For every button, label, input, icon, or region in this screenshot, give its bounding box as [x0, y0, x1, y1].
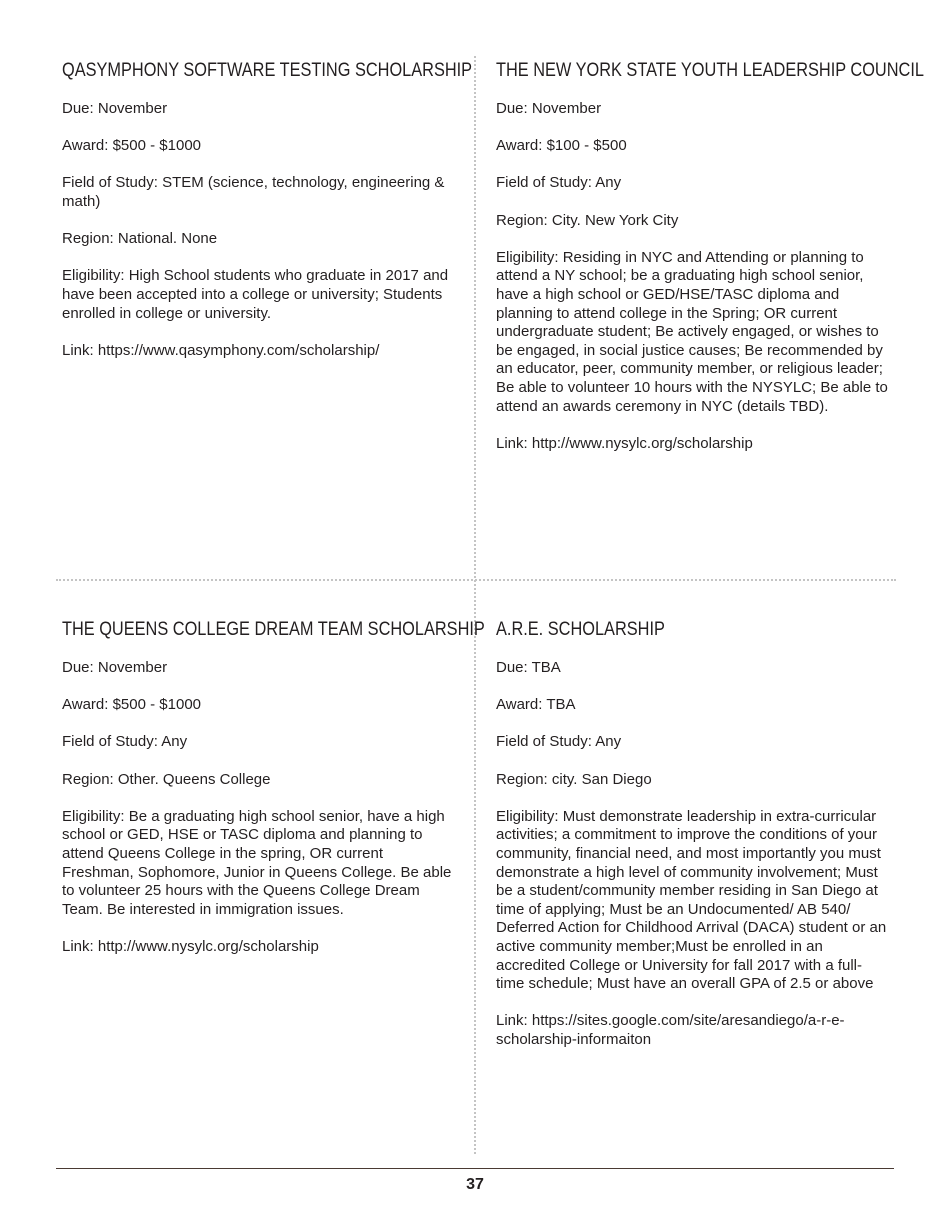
scholarship-link[interactable]: http://www.nysylc.org/scholarship	[531, 434, 753, 452]
region-value: National. None	[117, 230, 218, 248]
region-field	[62, 230, 456, 249]
scholarship-title: THE NEW YORK STATE YOUTH LEADERSHIP COUNCIL	[496, 60, 924, 81]
scholarship-card	[62, 60, 473, 379]
scholarship-title: QASYMPHONY SOFTWARE TESTING SCHOLARSHIP	[62, 60, 473, 81]
field-of-study-value: Any	[161, 733, 188, 751]
footer-rule	[56, 1168, 894, 1169]
award-field	[496, 696, 890, 715]
scholarship-card	[62, 619, 485, 975]
scholarship-title: THE QUEENS COLLEGE DREAM TEAM SCHOLARSHIP	[62, 619, 485, 640]
scholarship-link[interactable]: https://www.qasymphony.com/scholarship/	[97, 341, 380, 359]
page-number: 37	[466, 1176, 484, 1193]
award-value: $100 - $500	[546, 137, 627, 155]
award-label: Award :	[496, 137, 547, 154]
region-label: Region :	[496, 771, 552, 788]
field-of-study-value: Any	[595, 174, 622, 192]
region-label: Region :	[496, 212, 552, 229]
eligibility-field	[62, 267, 456, 323]
field-of-study	[62, 733, 456, 752]
award-value: $500 - $1000	[112, 137, 202, 155]
link-label: Link :	[496, 1012, 532, 1029]
award-field	[62, 696, 456, 715]
eligibility-field	[62, 808, 456, 920]
region-value: city. San Diego	[551, 770, 652, 788]
due-value: November	[97, 100, 168, 117]
award-value: TBA	[546, 696, 576, 714]
row-divider	[56, 579, 896, 581]
eligibility-value: High School students who graduate in 2017 and have been accepted into a college or university; Students enrolled in college or university.	[62, 267, 449, 322]
field-of-study-label: Field of Study :	[496, 174, 595, 191]
region-value: City. New York City	[551, 211, 679, 229]
region-label: Region :	[62, 771, 118, 788]
award-field	[62, 137, 456, 156]
eligibility-label: Eligibility :	[62, 808, 129, 825]
field-of-study-label: Field of Study :	[496, 733, 595, 750]
eligibility-label: Eligibility :	[496, 249, 563, 266]
region-field	[496, 771, 890, 790]
link-field	[62, 342, 456, 361]
link-field	[496, 435, 890, 454]
due-field	[62, 100, 456, 119]
scholarship-link[interactable]: http://www.nysylc.org/scholarship	[97, 937, 319, 955]
due-label: Due :	[62, 100, 98, 117]
due-label: Due :	[496, 659, 532, 676]
field-of-study	[496, 733, 890, 752]
award-value: $500 - $1000	[112, 696, 202, 714]
scholarship-title: A.R.E. SCHOLARSHIP	[496, 619, 665, 640]
link-label: Link :	[62, 342, 98, 359]
eligibility-value: Residing in NYC and Attending or planning to attend a NY school; be a graduating high school senior, have a high school or GED/HSE/TASC diploma and planning to attend college in the Spring; OR current undergraduate student; Be actively engaged, or wishes to be engaged, in social justice causes; Be recommended by an educator, peer, community member, or religious leader; Be able to volunteer 10 hours with the NYSYLC; Be able to attend an awards ceremony in NYC (details TBD).	[496, 248, 888, 415]
award-label: Award :	[62, 696, 113, 713]
field-of-study-label: Field of Study :	[62, 174, 162, 191]
field-of-study-label: Field of Study :	[62, 733, 161, 750]
field-of-study	[62, 174, 456, 211]
due-field	[496, 100, 890, 119]
region-field	[62, 771, 456, 790]
field-of-study	[496, 174, 890, 193]
scholarship-card	[496, 60, 924, 472]
eligibility-label: Eligibility :	[62, 267, 129, 284]
eligibility-label: Eligibility :	[496, 808, 563, 825]
due-field	[62, 659, 456, 678]
region-label: Region :	[62, 230, 118, 247]
eligibility-value: Must demonstrate leadership in extra-curricular activities; a commitment to improve the conditions of your community, financial need, and most importantly you must demonstrate a high level of community involvement; Must be a student/community member residing in San Diego at time of applying; Must be an Undocumented/ AB 540/ Deferred Action for Childhood Arrival (DACA) student or an active community member;Must be enrolled in an accredited College or University for fall 2017 with a full-time schedule; Must have an overall GPA of 2.5 or above	[496, 807, 887, 993]
eligibility-field	[496, 249, 890, 416]
due-value: November	[531, 100, 602, 117]
scholarship-link[interactable]: https://sites.google.com/site/aresandiego/a-r-e-scholarship-informaiton	[496, 1012, 845, 1048]
award-label: Award :	[496, 696, 546, 713]
due-field	[496, 659, 890, 678]
due-value: November	[97, 659, 168, 676]
field-of-study-value: STEM (science, technology, engineering & math)	[62, 174, 445, 210]
due-value: TBA	[531, 659, 561, 676]
due-label: Due :	[62, 659, 98, 676]
link-field	[496, 1012, 890, 1049]
column-divider	[474, 56, 476, 1154]
award-label: Award :	[62, 137, 113, 154]
scholarship-card	[496, 619, 890, 1068]
link-label: Link :	[496, 435, 532, 452]
link-field	[62, 938, 456, 957]
region-field	[496, 212, 890, 231]
due-label: Due :	[496, 100, 532, 117]
eligibility-field	[496, 808, 890, 994]
region-value: Other. Queens College	[117, 770, 271, 788]
link-label: Link :	[62, 938, 98, 955]
eligibility-value: Be a graduating high school senior, have a high school or GED, HSE or TASC diploma and planning to attend Queens College in the spring, OR current Freshman, Sophomore, Junior in Queens College. Be able to volunteer 25 hours with the Queens College Dream Team. Be interested in immigration issues.	[62, 807, 452, 918]
award-field	[496, 137, 890, 156]
field-of-study-value: Any	[595, 733, 622, 751]
